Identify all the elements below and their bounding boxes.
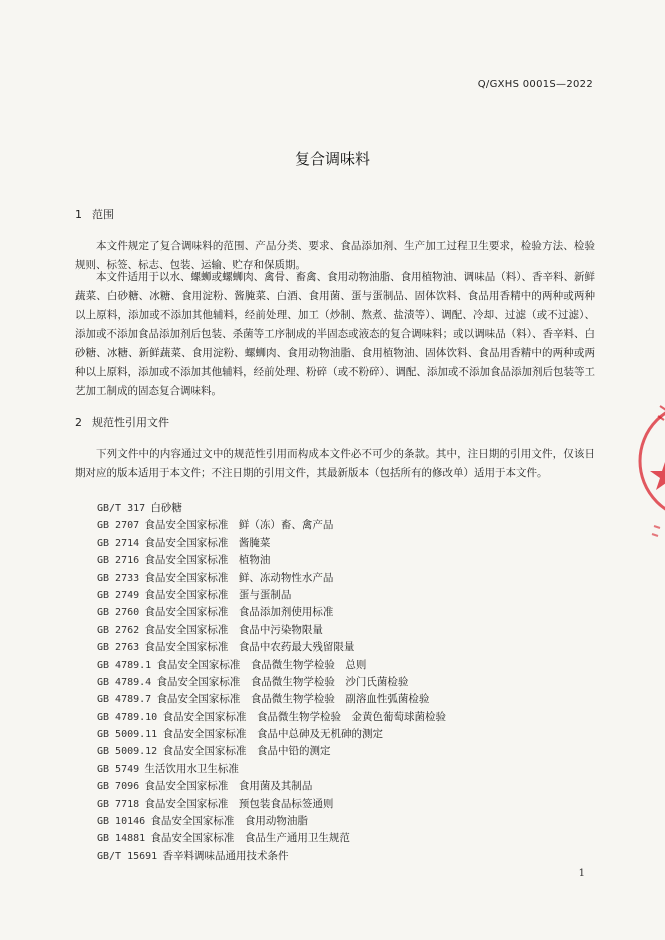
reference-code: GB 7096	[97, 781, 140, 793]
reference-title: 食品安全国家标准 食品添加剂使用标准	[144, 606, 334, 619]
reference-code: GB 4789.4	[97, 676, 152, 688]
reference-code: GB 2707	[97, 520, 140, 532]
reference-item	[97, 552, 446, 569]
reference-title: 香辛料调味品通用技术条件	[162, 849, 289, 862]
reference-item	[97, 674, 446, 691]
reference-title: 食品安全国家标准 食品微生物学检验 沙门氏菌检验	[156, 675, 409, 688]
reference-item	[97, 691, 446, 708]
reference-code: GB 4789.7	[97, 694, 152, 706]
reference-title: 食品安全国家标准 食品中污染物限量	[144, 623, 323, 636]
reference-code: GB 2716	[97, 555, 140, 567]
reference-code: GB 7718	[97, 798, 140, 810]
reference-title: 食品安全国家标准 预包装食品标签通则	[144, 797, 334, 810]
section-2-heading	[75, 414, 169, 430]
reference-item	[97, 813, 446, 830]
reference-title: 食品安全国家标准 食品中铅的测定	[162, 745, 331, 758]
reference-item	[97, 761, 446, 778]
section-1-heading	[75, 206, 114, 222]
reference-title: 食品安全国家标准 酱腌菜	[144, 536, 271, 549]
reference-title: 食品安全国家标准 食品微生物学检验 副溶血性弧菌检验	[156, 693, 430, 706]
reference-item	[97, 778, 446, 795]
document-code: Q/GXHS 0001S—2022	[477, 79, 593, 90]
reference-code: GB 10146	[97, 816, 146, 828]
reference-code: GB/T 317	[97, 503, 146, 514]
reference-item	[97, 500, 446, 517]
reference-title: 食品安全国家标准 植物油	[144, 554, 271, 567]
reference-code: GB 4789.1	[97, 659, 152, 671]
reference-code: GB 4789.10	[97, 711, 158, 723]
reference-item	[97, 639, 446, 656]
reference-title: 食品安全国家标准 鲜、冻动物性水产品	[144, 571, 334, 584]
reference-code: GB 5749	[97, 763, 140, 775]
page-title: 复合调味料	[294, 150, 370, 168]
section-number: 1	[75, 208, 82, 221]
reference-item	[97, 709, 446, 726]
reference-title: 食品安全国家标准 食品中农药最大残留限量	[144, 641, 355, 654]
section-number: 2	[75, 416, 82, 429]
reference-item	[97, 587, 446, 604]
reference-code: GB/T 15691	[97, 850, 158, 862]
reference-code: GB 2714	[97, 537, 140, 549]
reference-title: 食品安全国家标准 蛋与蛋制品	[144, 588, 292, 601]
reference-code: GB 5009.12	[97, 746, 158, 758]
reference-code: GB 5009.11	[97, 729, 158, 741]
reference-item	[97, 796, 446, 813]
reference-title: 食品安全国家标准 鲜（冻）畜、禽产品	[144, 519, 334, 532]
reference-item	[97, 517, 446, 534]
section-title: 规范性引用文件	[92, 416, 169, 429]
reference-item	[97, 604, 446, 621]
reference-title: 食品安全国家标准 食用菌及其制品	[144, 780, 313, 793]
reference-item	[97, 535, 446, 552]
scope-paragraph-2: 本文件适用于以水、螺蛳或螺蛳肉、禽骨、畜禽、食用动物油脂、食用植物油、调味品（料）、香辛料、新鲜蔬菜、白砂糖、冰糖、食用淀粉、酱腌菜、白酒、食用菌、蛋与蛋制品、固体饮料、食品用香精中的两种或两种以上原料，添加或不添加其他辅料，经前处理、加工（炒制、熬煮、盐渍等）、调配、冷却、过滤（或不过滤）、添加或不添加食品添加剂后包装、杀菌等工序制成的半固态或液态的复合调味料；或以调味品（料）、香辛料、白砂糖、冰糖、新鲜蔬菜、食用淀粉、螺蛳肉、食用动物油脂、食用植物油、固体饮料、食品用香精中的两种或两种以上原料，添加或不添加其他辅料，经前处理、粉碎（或不粉碎）、调配、添加或不添加食品添加剂后包装等工艺加工制成的固态复合调味料。	[75, 271, 595, 397]
reference-code: GB 2733	[97, 572, 140, 584]
reference-item	[97, 848, 446, 865]
reference-code: GB 14881	[97, 833, 146, 845]
reference-title: 生活饮用水卫生标准	[144, 762, 239, 775]
reference-title: 食品安全国家标准 食品微生物学检验 金黄色葡萄球菌检验	[162, 710, 446, 723]
reference-title: 食品安全国家标准 食品生产通用卫生规范	[150, 832, 350, 845]
reference-item	[97, 570, 446, 587]
reference-code: GB 2760	[97, 607, 140, 619]
section-title: 范围	[92, 208, 114, 221]
scope-paragraph-1: 本文件规定了复合调味料的范围、产品分类、要求、食品添加剂、生产加工过程卫生要求，检验方法、检验规则、标签、标志、包装、运输、贮存和保质期。	[75, 240, 595, 271]
reference-code: GB 2762	[97, 624, 140, 636]
reference-item	[97, 726, 446, 743]
reference-title: 白砂糖	[150, 502, 182, 514]
reference-code: GB 2749	[97, 589, 140, 601]
references-intro: 下列文件中的内容通过文中的规范性引用而构成本文件必不可少的条款。其中，注日期的引用文件，仅该日期对应的版本适用于本文件；不注日期的引用文件，其最新版本（包括所有的修改单）适用于本文件。	[75, 448, 595, 479]
reference-item	[97, 743, 446, 760]
reference-list	[97, 500, 446, 865]
reference-title: 食品安全国家标准 食用动物油脂	[150, 815, 308, 828]
official-seal-stamp	[640, 376, 665, 546]
reference-item	[97, 830, 446, 847]
reference-item	[97, 622, 446, 639]
reference-item	[97, 657, 446, 674]
reference-title: 食品安全国家标准 食品中总砷及无机砷的测定	[162, 728, 383, 741]
reference-title: 食品安全国家标准 食品微生物学检验 总则	[156, 658, 367, 671]
page-number: 1	[578, 868, 585, 879]
reference-code: GB 2763	[97, 642, 140, 654]
